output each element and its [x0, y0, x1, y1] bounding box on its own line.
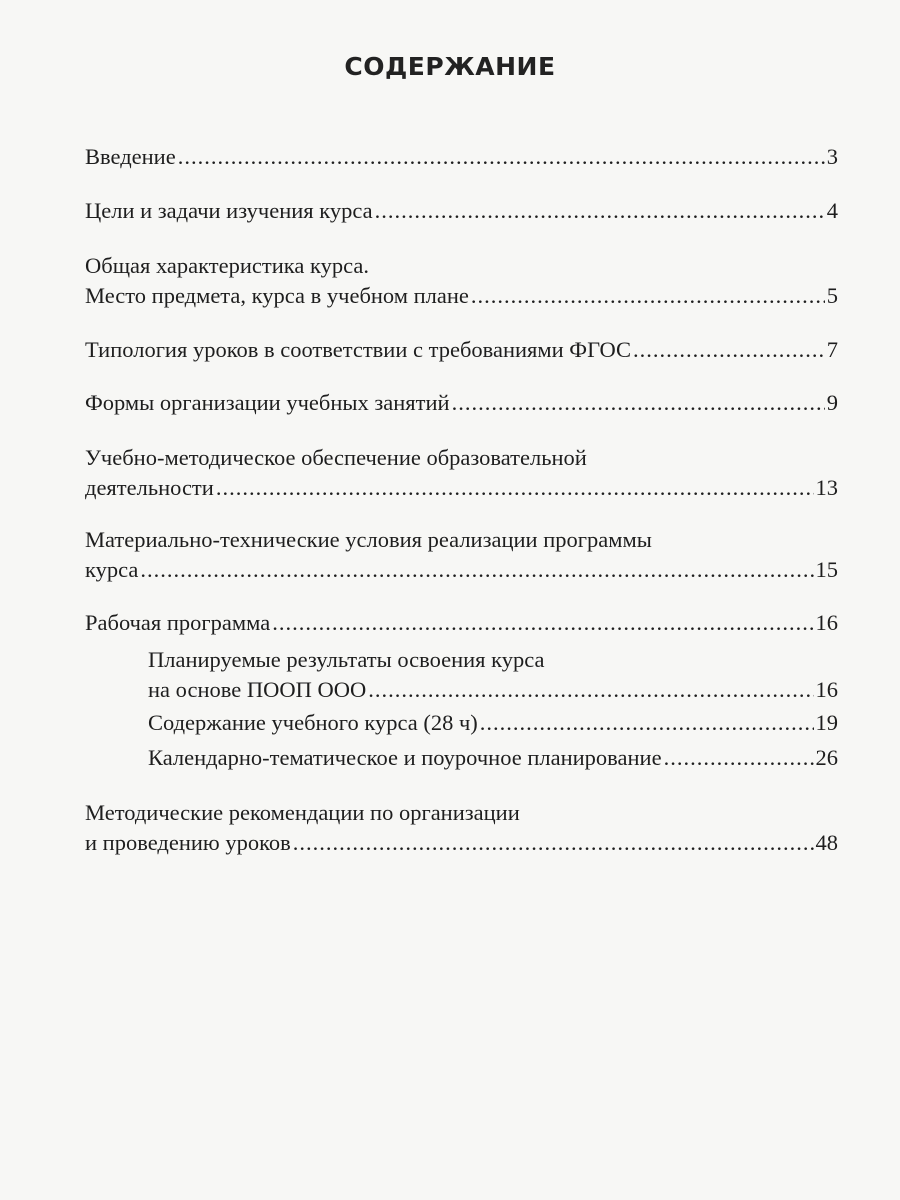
leader-dots: [178, 142, 825, 172]
leader-dots: [216, 473, 814, 503]
page-number: 26: [815, 745, 838, 770]
page-number: 5: [826, 283, 838, 308]
leader-dots: [633, 335, 825, 365]
entry-label: Планируемые результаты освоения курса: [148, 647, 545, 672]
page-number: 48: [815, 830, 838, 855]
toc-entry-typology[interactable]: [85, 335, 838, 365]
leader-dots: [140, 555, 813, 585]
toc-entry-general[interactable]: [85, 281, 838, 311]
entry-label: Общая характеристика курса.: [85, 253, 369, 278]
entry-label: Рабочая программа: [85, 610, 271, 635]
entry-label: Учебно-методическое обеспечение образовательной: [85, 445, 587, 470]
page-number: 19: [815, 710, 838, 735]
leader-dots: [293, 828, 814, 858]
leader-dots: [272, 608, 813, 638]
toc-entry-forms[interactable]: [85, 388, 838, 418]
toc-entry-recommendations[interactable]: [85, 828, 838, 858]
leader-dots: [664, 743, 814, 773]
entry-label: Введение: [85, 144, 176, 169]
toc-subentry-results-line1: [148, 645, 838, 675]
entry-label: Типология уроков в соответствии с требованиями ФГОС: [85, 337, 632, 362]
entry-label: на основе ПООП ООО: [148, 677, 367, 702]
page-number: 4: [826, 198, 838, 223]
entry-label: и проведению уроков: [85, 830, 291, 855]
toc-subentry-content[interactable]: [148, 708, 838, 738]
toc-entry-recommendations-line1: [85, 798, 838, 828]
page-number: 9: [826, 390, 838, 415]
leader-dots: [480, 708, 814, 738]
entry-label: деятельности: [85, 475, 214, 500]
page-number: 7: [826, 337, 838, 362]
entry-label: Методические рекомендации по организации: [85, 800, 520, 825]
leader-dots: [368, 675, 813, 705]
entry-label: курса: [85, 557, 139, 582]
leader-dots: [452, 388, 825, 418]
leader-dots: [375, 196, 825, 226]
toc-entry-work-program[interactable]: [85, 608, 838, 638]
toc-subentry-results[interactable]: [148, 675, 838, 705]
page-title: СОДЕРЖАНИЕ: [344, 52, 556, 81]
toc-entry-general-line1: [85, 251, 838, 281]
toc-entry-material[interactable]: [85, 555, 838, 585]
toc-entry-goals[interactable]: [85, 196, 838, 226]
toc-entry-material-line1: [85, 525, 838, 555]
entry-label: Материально-технические условия реализации программы: [85, 527, 652, 552]
page-number: 15: [815, 557, 838, 582]
page-number: 16: [815, 677, 838, 702]
toc-subentry-calendar[interactable]: [148, 743, 838, 773]
entry-label: Цели и задачи изучения курса: [85, 198, 373, 223]
entry-label: Календарно-тематическое и поурочное планирование: [148, 745, 662, 770]
toc-entry-methodical-line1: [85, 443, 838, 473]
entry-label: Формы организации учебных занятий: [85, 390, 450, 415]
page-number: 3: [826, 144, 838, 169]
toc-entry-methodical[interactable]: [85, 473, 838, 503]
entry-label: Содержание учебного курса (28 ч): [148, 710, 478, 735]
page-number: 13: [815, 475, 838, 500]
leader-dots: [471, 281, 825, 311]
page-number: 16: [815, 610, 838, 635]
toc-entry-introduction[interactable]: [85, 142, 838, 172]
entry-label: Место предмета, курса в учебном плане: [85, 283, 469, 308]
